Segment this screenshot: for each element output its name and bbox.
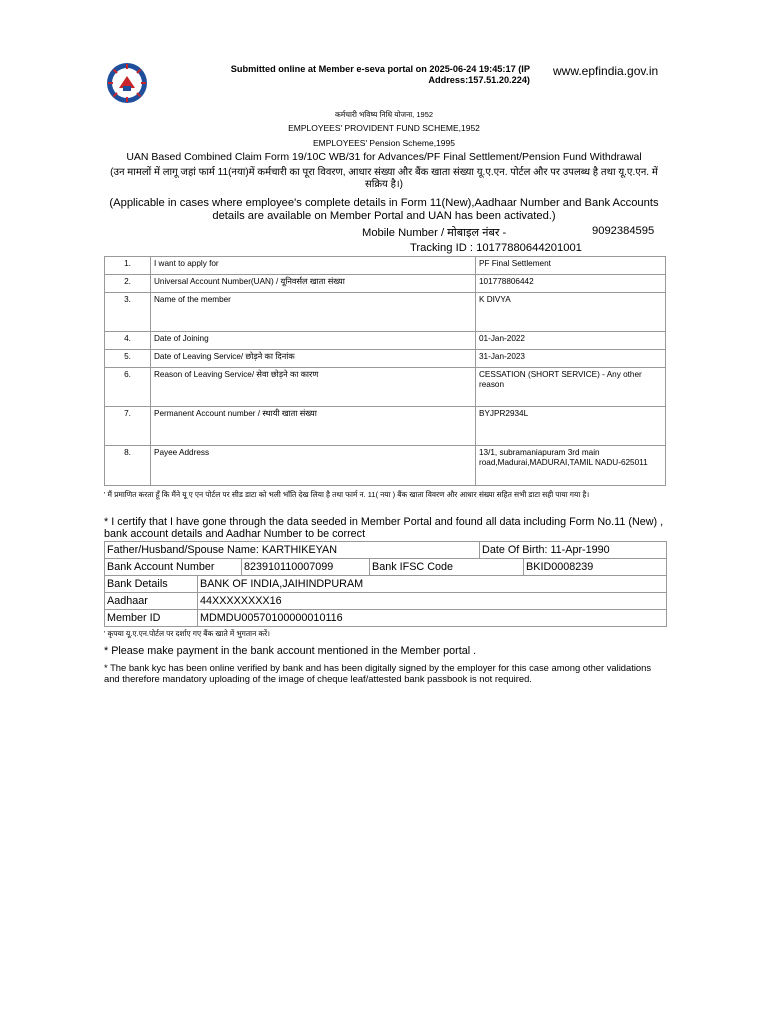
certification-statement: * I certify that I have gone through the data seeded in Member Portal and found all data including Form No.11 (New) , bank account details and Aadhar Number to be correct — [104, 516, 664, 540]
ifsc-value: BKID0008239 — [524, 559, 667, 576]
row-value: 01-Jan-2022 — [476, 332, 666, 350]
row-label: Permanent Account number / स्थायी खाता संख्या — [151, 407, 476, 446]
father-name: Father/Husband/Spouse Name: KARTHIKEYAN — [105, 542, 480, 559]
row-number: 7. — [105, 407, 151, 446]
row-number: 6. — [105, 368, 151, 407]
claim-details-table — [104, 256, 666, 486]
row-label: Name of the member — [151, 293, 476, 332]
table-row — [105, 257, 666, 275]
applicability-note: (Applicable in cases where employee's complete details in Form 11(New),Aadhaar Number and Bank Accounts details are available on Member Portal and UAN has been activated.) — [109, 197, 659, 222]
ifsc-label: Bank IFSC Code — [370, 559, 524, 576]
date-of-birth: Date Of Birth: 11-Apr-1990 — [480, 542, 667, 559]
row-value: 31-Jan-2023 — [476, 350, 666, 368]
payment-note: * Please make payment in the bank account mentioned in the Member portal . — [104, 645, 477, 657]
hindi-payment-note: ' कृपया यू.ए.एन.पोर्टल पर दर्शाए गए बैंक खाते में भुगतान करें। — [104, 629, 271, 638]
member-id-value: MDMDU00570100000010116 — [198, 610, 667, 627]
submission-info: Submitted online at Member e-seva portal on 2025-06-24 19:45:17 (IP Address:157.51.20.224) — [230, 64, 530, 85]
row-label: Date of Leaving Service/ छोड़ने का दिनांक — [151, 350, 476, 368]
row-label: Date of Joining — [151, 332, 476, 350]
row-label: Reason of Leaving Service/ सेवा छोड़ने का कारण — [151, 368, 476, 407]
row-number: 3. — [105, 293, 151, 332]
row-number: 1. — [105, 257, 151, 275]
aadhaar-label: Aadhaar — [105, 593, 198, 610]
bank-account-label: Bank Account Number — [105, 559, 242, 576]
row-label: I want to apply for — [151, 257, 476, 275]
form-title: UAN Based Combined Claim Form 19/10C WB/31 for Advances/PF Final Settlement/Pension Fund Withdrawal — [126, 151, 642, 163]
tracking-id — [410, 242, 582, 254]
kyc-note: * The bank kyc has been online verified by bank and has been digitally signed by the employer for this case among other validations and therefore mandatory uploading of the image of cheque leaf/attested bank passbook is not required. — [104, 662, 652, 684]
row-value: 13/1, subramaniapuram 3rd main road,Madurai,MADURAI,TAMIL NADU-625011 — [476, 446, 666, 486]
hindi-scheme-title: कर्मचारी भविष्य निधि योजना, 1952 — [334, 110, 434, 119]
member-id-label: Member ID — [105, 610, 198, 627]
row-value: CESSATION (SHORT SERVICE) - Any other reason — [476, 368, 666, 407]
table-row — [105, 542, 667, 559]
row-number: 2. — [105, 275, 151, 293]
mobile-label: Mobile Number / मोबाइल नंबर - — [362, 227, 507, 239]
table-row — [105, 368, 666, 407]
row-number: 8. — [105, 446, 151, 486]
table-row — [105, 446, 666, 486]
hindi-applicability-note: (उन मामलों में लागू जहां फार्म 11(नया)में कर्मचारी का पूरा विवरण, आधार संख्या और बैंक खाता संख्या यू.ए.एन. पोर्टल और पर उपलब्ध है तथा यू.ए.एन. में सक्रिय है।) — [110, 167, 658, 190]
bank-details-table — [104, 541, 667, 627]
row-value: K DIVYA — [476, 293, 666, 332]
table-row — [105, 350, 666, 368]
row-label: Universal Account Number(UAN) / यूनिवर्सल खाता संख्या — [151, 275, 476, 293]
epf-scheme-title: EMPLOYEES' PROVIDENT FUND SCHEME,1952 — [288, 123, 480, 133]
epfo-logo-icon — [106, 62, 148, 104]
mobile-value: 9092384595 — [592, 225, 655, 237]
bank-account-value: 823910110007099 — [242, 559, 370, 576]
bank-details-label: Bank Details — [105, 576, 198, 593]
row-value: 101778806442 — [476, 275, 666, 293]
row-value: BYJPR2934L — [476, 407, 666, 446]
hindi-certification: ' मैं प्रमाणित करता हूँ कि मैंने यू ए एन पोर्टल पर सीड डाटा को भली भाँति देख लिया है तथा फार्म न. 11( नया ) बैंक खाता विवरण और आधार संख्या सहित सभी डाटा सही पाया गया है। — [104, 490, 590, 499]
table-row — [105, 576, 667, 593]
tracking-label: Tracking ID : — [410, 242, 473, 254]
mobile-number — [362, 225, 655, 240]
table-row — [105, 559, 667, 576]
row-number: 5. — [105, 350, 151, 368]
row-value: PF Final Settlement — [476, 257, 666, 275]
table-row — [105, 293, 666, 332]
website-link[interactable]: www.epfindia.gov.in — [553, 64, 659, 78]
row-number: 4. — [105, 332, 151, 350]
eps-scheme-title: EMPLOYEES' Pension Scheme,1995 — [313, 138, 455, 148]
table-row — [105, 407, 666, 446]
bank-details-value: BANK OF INDIA,JAIHINDPURAM — [198, 576, 667, 593]
row-label: Payee Address — [151, 446, 476, 486]
table-row — [105, 593, 667, 610]
table-row — [105, 332, 666, 350]
tracking-value: 10177880644201001 — [476, 242, 582, 254]
aadhaar-value: 44XXXXXXXX16 — [198, 593, 667, 610]
table-row — [105, 610, 667, 627]
table-row — [105, 275, 666, 293]
